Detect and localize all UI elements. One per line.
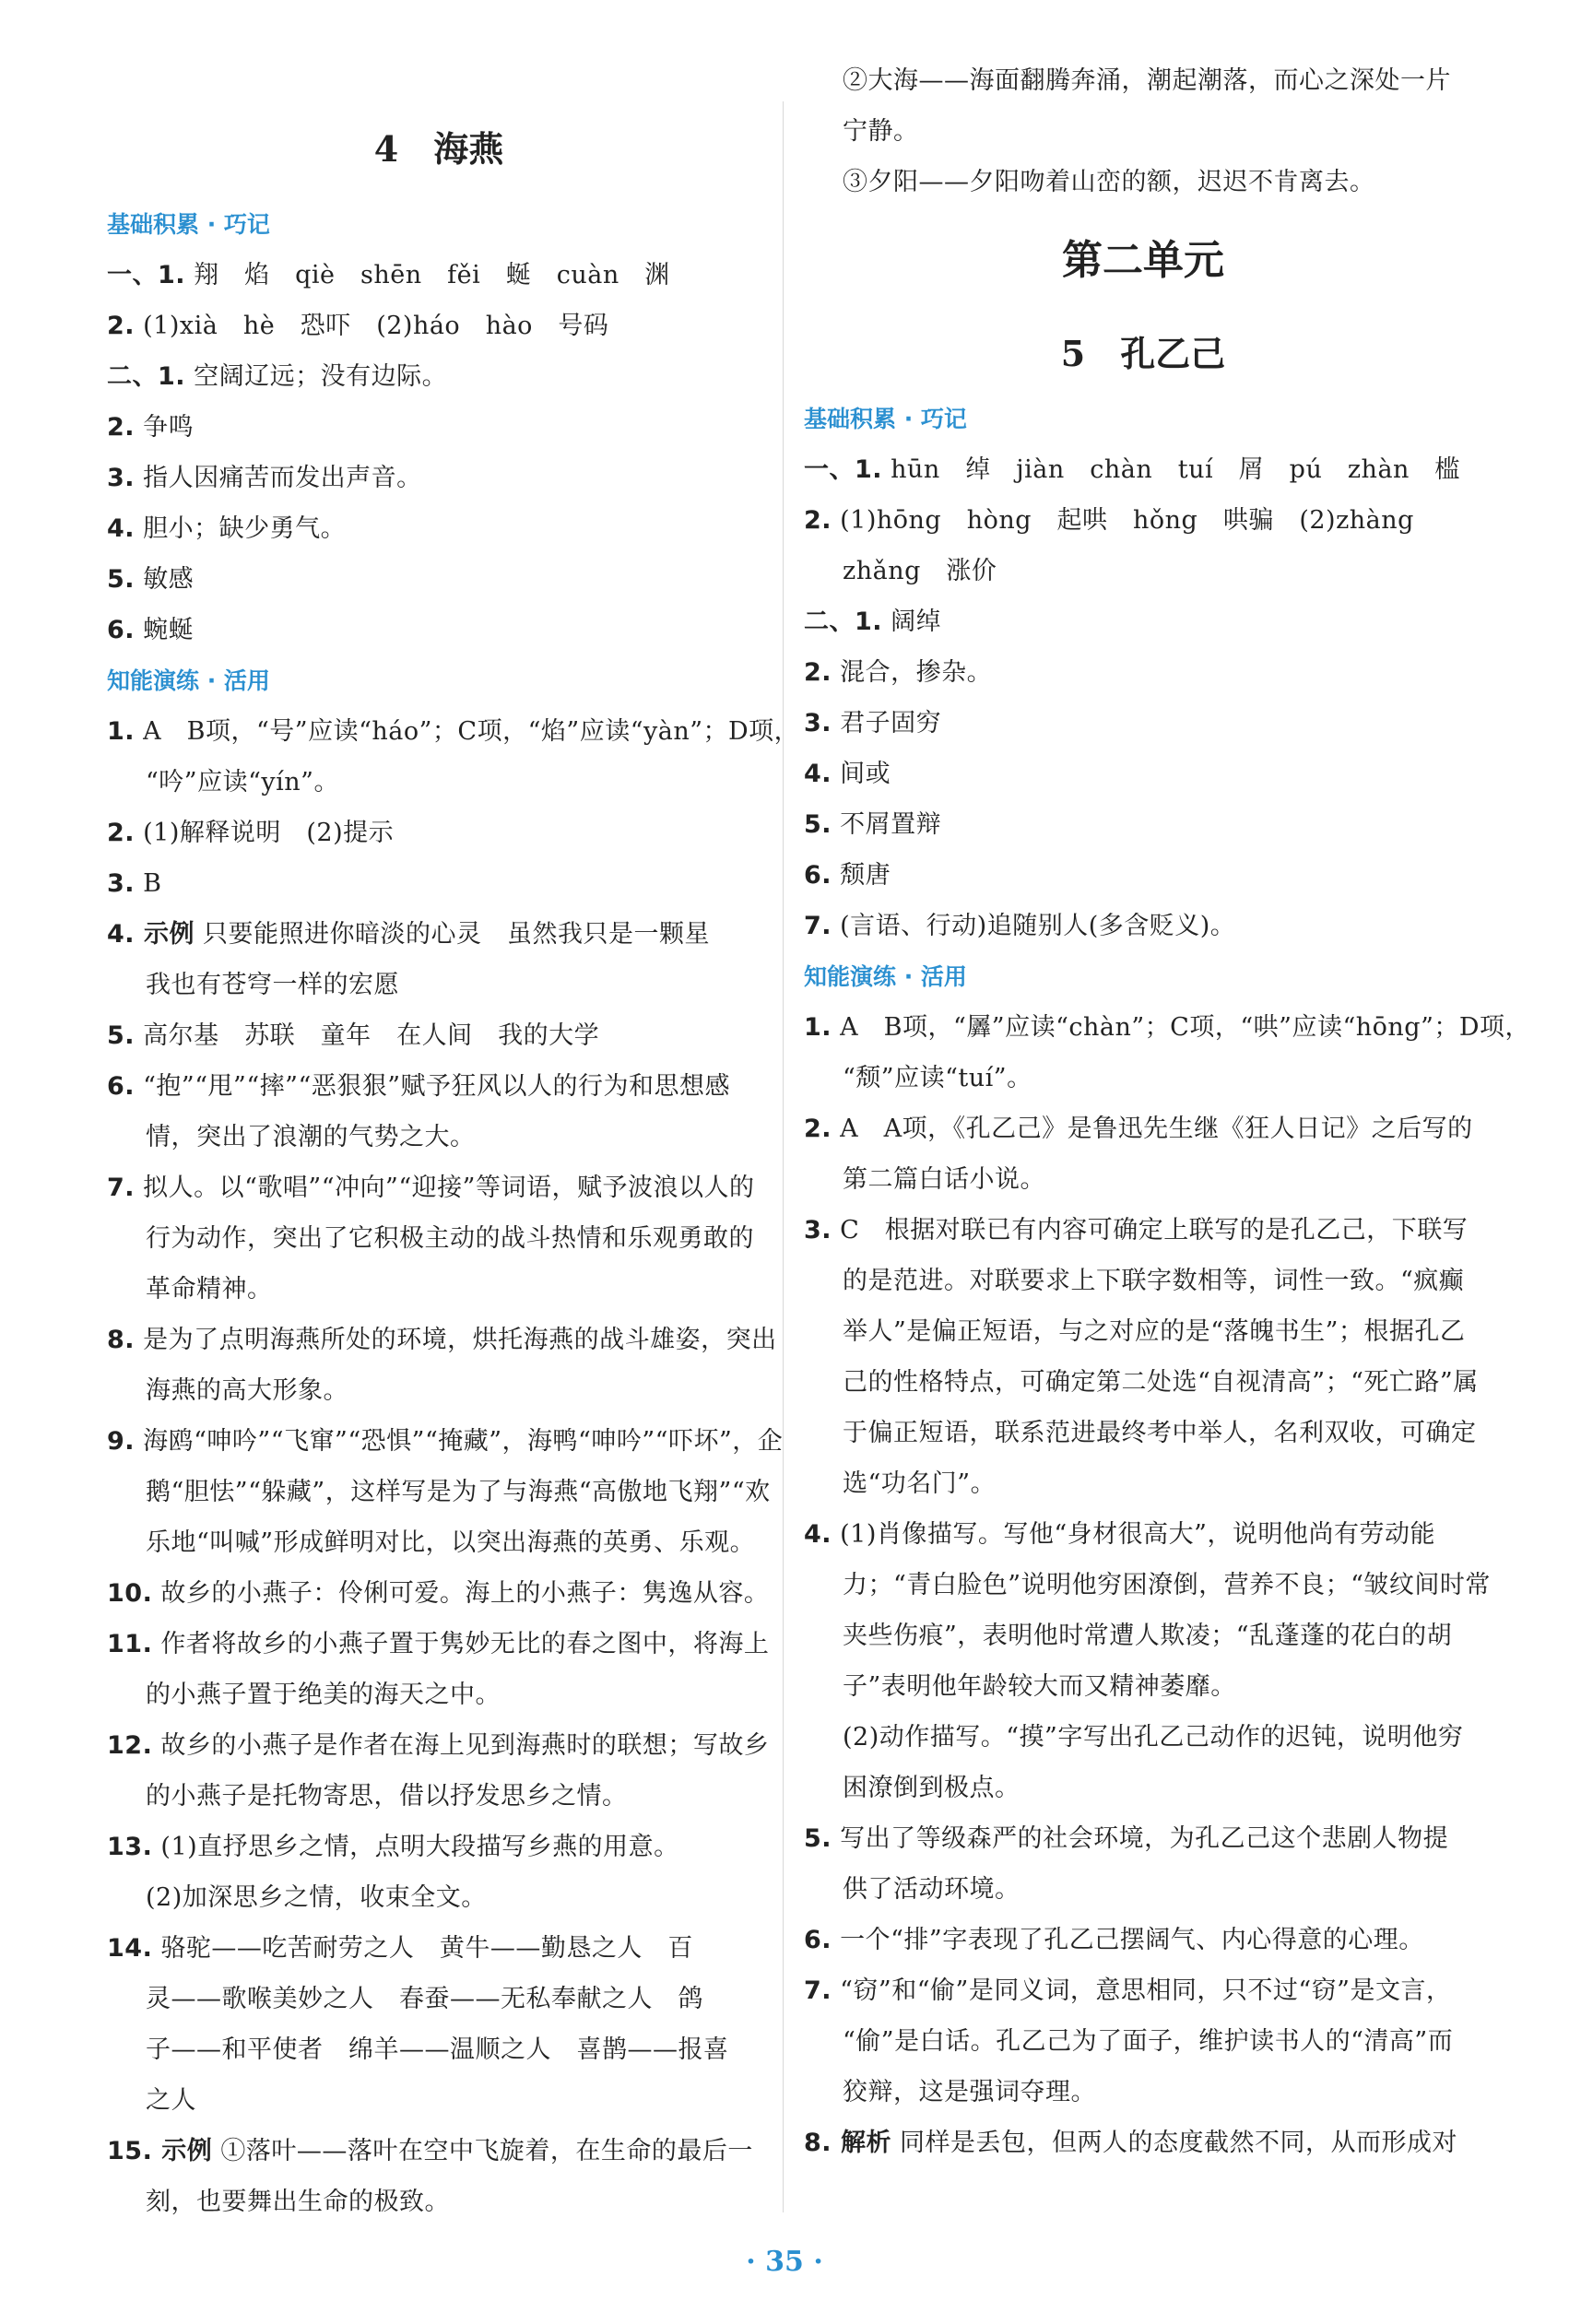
answer-line [107,1010,771,1061]
answer-line [804,1256,1482,1306]
unit-title: 第二单元 [1062,237,1224,284]
lesson-title-haiyan: 4 海燕 [373,128,504,170]
answer-text: 狡辩，这是强词夺理。 [843,2078,1096,2106]
item-number: 3. [804,1216,832,1245]
answer-text: 我也有苍穹一样的宏愿 [146,971,399,999]
answer-text: 间或 [832,760,891,788]
answer-text: 的小燕子置于绝美的海天之中。 [146,1681,501,1709]
answer-line [107,1720,771,1771]
answer-text: 空阔辽远；没有边际。 [185,362,448,391]
item-number: 2. [107,312,136,340]
section-heading: 基础积累 · 巧记 [804,406,967,432]
answer-line [107,960,771,1010]
answer-line [804,1813,1482,1864]
item-number: 7. [804,1976,832,2005]
item-number: 3. [107,464,136,492]
answer-line [107,1568,771,1619]
answer-line [107,1771,771,1822]
answer-line [804,1864,1482,1915]
item-number: 7. [804,912,832,940]
answer-label: 示例 [152,2137,213,2165]
answer-line [107,301,771,351]
item-number: 2. [804,658,832,687]
answer-text: 宁静。 [843,117,919,146]
answer-line [804,2067,1482,2118]
answer-label: 解析 [832,2129,891,2157]
answer-line [107,1162,771,1213]
answer-text: 己的性格特点，可确定第二处选“自视清高”；“死亡路”属 [843,1368,1479,1397]
item-number: 5. [804,1824,832,1853]
answer-line [804,1915,1482,1965]
answer-text: 乐地“叫喊”形成鲜明对比，以突出海燕的英勇、乐观。 [146,1528,756,1557]
answer-text: A B项，“号”应读“háo”；C项，“焰”应读“yàn”；D项， [135,717,800,746]
answer-line [107,1264,771,1315]
answer-text: 高尔基 苏联 童年 在人间 我的大学 [135,1021,600,1050]
answer-line [804,1357,1482,1408]
answer-text: 革命精神。 [146,1275,273,1304]
answer-text: B [135,869,162,898]
answer-text: ①落叶——落叶在空中飞旋着，在生命的最后一 [212,2137,753,2165]
item-number: 4. [804,760,832,788]
answer-text: ③夕阳——夕阳吻着山峦的额，迟迟不肯离去。 [843,168,1375,196]
item-number: 6. [804,861,832,890]
answer-line [804,546,1482,596]
answer-text: A B项，“羼”应读“chàn”；C项，“哄”应读“hōng”；D项， [832,1013,1531,1042]
item-number: 一、1. [804,455,883,484]
answer-line [804,850,1482,901]
item-number: 2. [107,819,136,847]
item-number: 2. [804,506,832,535]
answer-text: 敏感 [135,565,195,594]
answer-line [107,453,771,503]
answer-text: 子”表明他年龄较大而又精神萎靡。 [843,1672,1236,1701]
answer-line [107,757,771,808]
item-number: 2. [804,1115,832,1143]
answer-text: C 根据对联已有内容可确定上联写的是孔乙己，下联写 [832,1216,1469,1245]
answer-line [107,1923,771,1974]
answer-text: 阔绰 [882,608,942,636]
answer-label: 示例 [135,920,195,949]
answer-text: 情，突出了浪潮的气势之大。 [146,1123,476,1151]
answer-text: 行为动作，突出了它积极主动的战斗热情和乐观勇敢的 [146,1224,754,1253]
answer-text: 之人 [146,2086,196,2115]
answer-text: 选“功名门”。 [843,1469,997,1498]
section-heading: 知能演练 · 活用 [107,667,270,694]
answer-text: 不屑置辩 [832,810,942,839]
answer-line [804,157,1482,207]
right-continued-answers [804,55,1482,207]
answer-line [804,749,1482,799]
answer-line [804,1560,1491,1610]
item-number: 1. [107,717,136,746]
section-heading: 基础积累 · 巧记 [107,211,270,238]
item-number: 7. [107,1174,136,1202]
answer-text: 力；“青白脸色”说明他穷困潦倒，营养不良；“皱纹间时常 [843,1571,1491,1599]
right-answer-list [804,394,1531,2168]
answer-line [107,706,800,757]
answer-text: 海鸥“呻吟”“飞窜”“恐惧”“掩藏”，海鸭“呻吟”“吓坏”，企 [135,1427,784,1456]
answer-line [107,402,771,453]
answer-line [107,2024,771,2075]
answer-line [107,1517,771,1568]
answer-line [804,1154,1482,1205]
item-number: 12. [107,1731,153,1760]
section-heading: 知能演练 · 活用 [804,963,967,990]
item-number: 8. [804,2129,832,2157]
answer-line [107,554,771,605]
answer-text: (1)解释说明 (2)提示 [135,819,395,847]
item-number: 二、1. [107,362,186,391]
answer-line [804,2118,1482,2168]
answer-text: (1)肖像描写。写他“身材很高大”，说明他尚有劳动能 [832,1520,1435,1549]
answer-text: 一个“排”字表现了孔乙己摆阔气、内心得意的心理。 [832,1926,1424,1954]
answer-line [107,1619,771,1669]
answer-text: 是为了点明海燕所处的环境，烘托海燕的战斗雄姿，突出 [135,1326,777,1354]
answer-text: 蜿蜒 [135,616,195,644]
answer-line [804,1763,1482,1813]
answer-text: 骆驼——吃苦耐劳之人 黄牛——勤恳之人 百 [152,1934,693,1963]
item-number: 一、1. [107,261,186,289]
page-number: · 35 · [746,2246,823,2278]
answer-line [107,1669,771,1720]
answer-line [804,596,1482,647]
item-number: 10. [107,1579,153,1608]
item-number: 5. [804,810,832,839]
answer-text: (1)直抒思乡之情，点明大段描写乡燕的用意。 [152,1833,679,1861]
answer-line [804,647,1482,698]
answer-text: 混合，掺杂。 [832,658,993,687]
item-number: 8. [107,1326,136,1354]
answer-line [107,351,771,402]
answer-line [107,2075,771,2126]
answer-line [804,2016,1482,2067]
answer-text: 指人因痛苦而发出声音。 [135,464,422,492]
item-number: 4. [804,1520,832,1549]
answer-line [107,1213,771,1264]
answer-text: 第二篇白话小说。 [843,1165,1045,1194]
answer-text: 故乡的小燕子是作者在海上见到海燕时的联想；写故乡 [152,1731,770,1760]
answer-line [804,1661,1482,1712]
answer-line [107,1416,784,1467]
answer-text: 颓唐 [832,861,891,890]
answer-line [107,909,771,960]
item-number: 4. [107,514,136,543]
right-column [804,55,1531,2168]
answer-line [804,444,1482,495]
answer-line [107,503,771,554]
answer-line [107,1872,771,1923]
answer-text: “窃”和“偷”是同义词，意思相同，只不过“窃”是文言， [832,1976,1452,2005]
answer-line [107,1365,771,1416]
item-number: 15. [107,2137,153,2165]
answer-line [804,799,1482,850]
lesson-title-kongyiji: 5 孔乙己 [1060,333,1226,374]
answer-text: (言语、行动)追随别人(多含贬义)。 [832,912,1236,940]
answer-line [804,698,1482,749]
item-number: 14. [107,1934,153,1963]
answer-text: 写出了等级森严的社会环境，为孔乙己这个悲剧人物提 [832,1824,1449,1853]
answer-line [804,1103,1482,1154]
answer-text: 拟人。以“歌唱”“冲向”“迎接”等词语，赋予波浪以人的 [135,1174,755,1202]
answer-text: “吟”应读“yín”。 [146,768,339,796]
answer-text: 故乡的小燕子：伶俐可爱。海上的小燕子：隽逸从容。 [152,1579,770,1608]
answer-line [107,1974,771,2024]
item-number: 6. [804,1926,832,1954]
answer-text: ②大海——海面翻腾奔涌，潮起潮落，而心之深处一片 [843,66,1451,95]
answer-line [804,1610,1482,1661]
item-number: 3. [107,869,136,898]
answer-text: 供了活动环境。 [843,1875,1020,1904]
column-divider [783,101,784,2212]
item-number: 1. [804,1013,832,1042]
answer-text: 君子固穷 [832,709,942,737]
answer-line [804,495,1482,546]
answer-line [804,55,1482,106]
answer-text: 刻，也要舞出生命的极致。 [146,2188,450,2216]
answer-line [804,1002,1531,1053]
answer-line [107,605,771,655]
answer-line [107,1467,771,1517]
answer-line [107,1112,771,1162]
answer-text: 作者将故乡的小燕子置于隽妙无比的春之图中，将海上 [152,1630,770,1658]
left-answer-list [107,199,800,2227]
answer-text: (2)动作描写。“摸”字写出孔乙己动作的迟钝，说明他穷 [843,1723,1464,1752]
answer-line [804,1965,1482,2016]
answer-text: 子——和平使者 绵羊——温顺之人 喜鹊——报喜 [146,2035,729,2064]
item-number: 5. [107,1021,136,1050]
answer-text: 的小燕子是托物寄思，借以抒发思乡之情。 [146,1782,628,1811]
answer-text: “颓”应读“tuí”。 [843,1064,1032,1092]
answer-text: hūn 绰 jiàn chàn tuí 屑 pú zhàn 槛 [882,455,1460,484]
answer-text: zhǎng 涨价 [843,557,997,585]
left-column [107,100,800,2227]
answer-text: 只要能照进你暗淡的心灵 虽然我只是一颗星 [194,920,711,949]
item-number: 2. [107,413,136,442]
answer-text: 鹅“胆怯”“躲藏”，这样写是为了与海燕“高傲地飞翔”“欢 [146,1478,771,1506]
answer-line [804,1408,1482,1458]
answer-text: 灵——歌喉美妙之人 春蚕——无私奉献之人 鸽 [146,1985,703,2013]
answer-line [107,858,771,909]
answer-text: 困潦倒到极点。 [843,1774,1020,1802]
answer-line [804,106,1482,157]
answer-text: A A项，《孔乙己》是鲁迅先生继《狂人日记》之后写的 [832,1115,1473,1143]
answer-line [107,2177,771,2227]
item-number: 4. [107,920,136,949]
answer-line [107,250,771,301]
answer-text: 翔 焰 qiè shēn fěi 蜒 cuàn 渊 [185,261,670,289]
answer-text: 海燕的高大形象。 [146,1376,348,1405]
item-number: 13. [107,1833,153,1861]
answer-line [804,1458,1482,1509]
answer-line [804,1509,1482,1560]
answer-line [804,1205,1482,1256]
answer-text: “偷”是白话。孔乙己为了面子，维护读书人的“清高”而 [843,2027,1454,2056]
answer-line [804,1306,1482,1357]
answer-text: “抱”“甩”“摔”“恶狠狠”赋予狂风以人的行为和思想感 [135,1072,731,1101]
answer-text: 的是范进。对联要求上下联字数相等，词性一致。“疯癫 [843,1267,1465,1295]
answer-line [804,1053,1482,1103]
answer-text: 举人”是偏正短语，与之对应的是“落魄书生”；根据孔乙 [843,1317,1466,1346]
answer-text: 胆小；缺少勇气。 [135,514,347,543]
answer-text: 争鸣 [135,413,195,442]
item-number: 6. [107,616,136,644]
answer-line [107,1061,771,1112]
answer-line [107,2126,771,2177]
item-number: 3. [804,709,832,737]
answer-text: 同样是丢包，但两人的态度截然不同，从而形成对 [891,2129,1458,2157]
answer-text: 夹些伤痕”，表明他时常遭人欺凌；“乱蓬蓬的花白的胡 [843,1622,1453,1650]
answer-line [804,901,1482,951]
answer-text: (1)xià hè 恐吓 (2)háo hào 号码 [135,312,609,340]
answer-line [804,1712,1482,1763]
answer-text: (1)hōng hòng 起哄 hǒng 哄骗 (2)zhàng [832,506,1414,535]
answer-line [107,808,771,858]
answer-text: 于偏正短语，联系范进最终考中举人，名利双收，可确定 [843,1419,1477,1447]
item-number: 11. [107,1630,153,1658]
answer-line [107,1315,777,1365]
item-number: 二、1. [804,608,883,636]
item-number: 9. [107,1427,136,1456]
answer-line [107,1822,771,1872]
answer-text: (2)加深思乡之情，收束全文。 [146,1883,487,1912]
item-number: 6. [107,1072,136,1101]
item-number: 5. [107,565,136,594]
